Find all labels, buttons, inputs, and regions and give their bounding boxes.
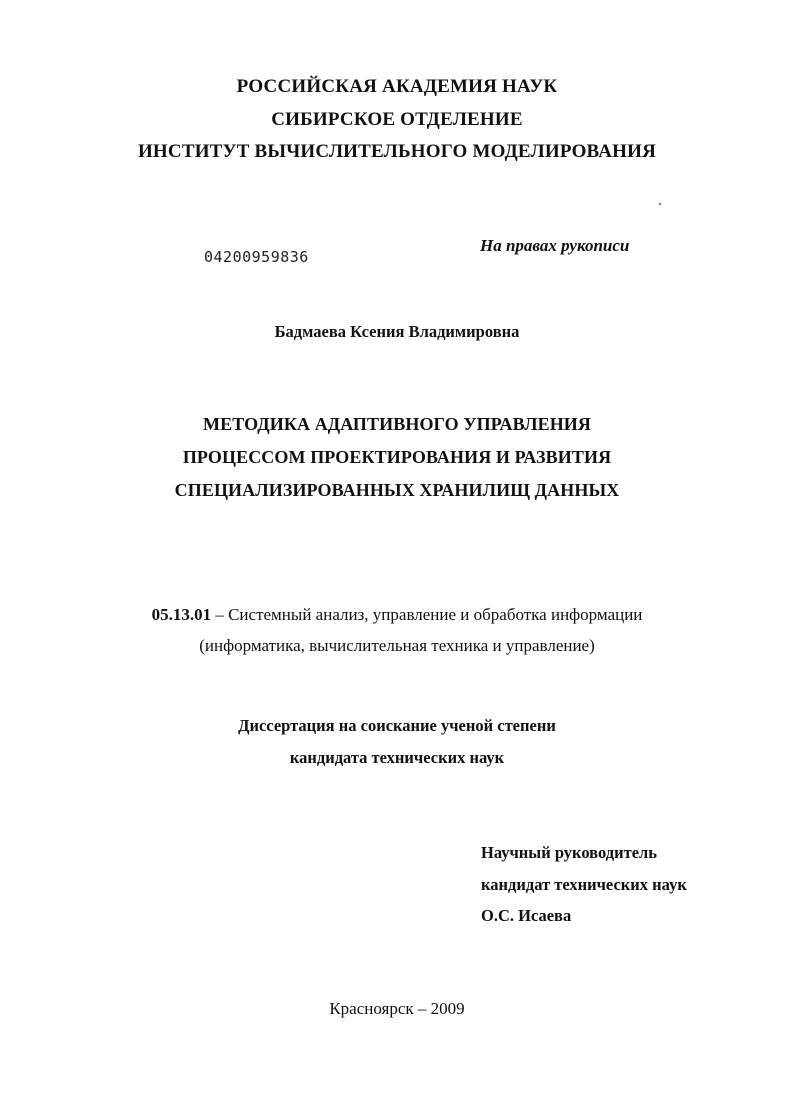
specialty-code: 05.13.01 [151, 605, 212, 624]
manuscript-rights-note: На правах рукописи [480, 236, 630, 255]
thesis-title-line-2: ПРОЦЕССОМ ПРОЕКТИРОВАНИЯ И РАЗВИТИЯ [182, 447, 612, 467]
thesis-title-line-3: СПЕЦИАЛИЗИРОВАННЫХ ХРАНИЛИЩ ДАННЫХ [174, 480, 620, 500]
scan-speck [659, 203, 661, 205]
thesis-title-line-1: МЕТОДИКА АДАПТИВНОГО УПРАВЛЕНИЯ [203, 414, 591, 434]
academy-name: РОССИЙСКАЯ АКАДЕМИЯ НАУК [236, 76, 558, 97]
author-name: Бадмаева Ксения Владимировна [274, 322, 520, 341]
supervisor-role: Научный руководитель [481, 843, 657, 862]
branch-name: СИБИРСКОЕ ОТДЕЛЕНИЕ [271, 109, 523, 130]
city-year: Красноярск – 2009 [329, 999, 465, 1018]
degree-line-2: кандидата технических наук [289, 748, 505, 767]
library-stamp-number: 04200959836 [204, 248, 309, 266]
specialty-name: – Системный анализ, управление и обработка информации [211, 605, 643, 624]
specialty-line-1 [0, 605, 794, 625]
institute-name: ИНСТИТУТ ВЫЧИСЛИТЕЛЬНОГО МОДЕЛИРОВАНИЯ [137, 141, 657, 162]
supervisor-name: О.С. Исаева [481, 906, 572, 925]
supervisor-degree: кандидат технических наук [481, 875, 687, 894]
specialty-line-2: (информатика, вычислительная техника и управление) [199, 636, 595, 655]
degree-line-1: Диссертация на соискание ученой степени [238, 716, 556, 735]
